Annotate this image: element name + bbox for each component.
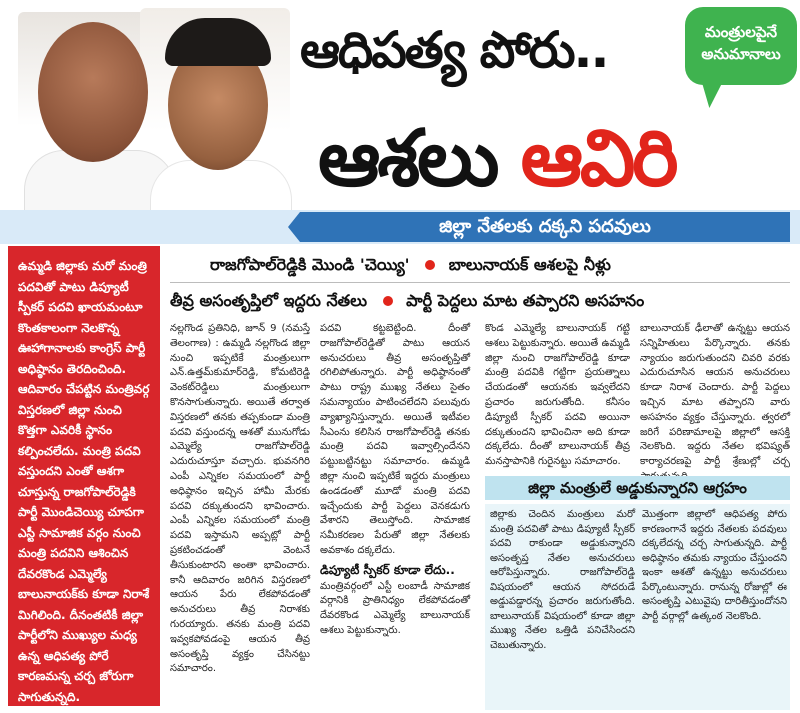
deck-line-2 <box>170 288 790 314</box>
speech-bubble <box>685 7 797 85</box>
bullet-dot-icon <box>425 260 435 270</box>
bar-arrow-icon <box>288 212 300 242</box>
body-column-2-after: మంత్రివర్గంలో ఎస్టీ లంబాడీ సామాజిక వర్గానికి ప్రాతినిధ్యం లేకపోవడంతో దేవరకొండ ఎమ్మెల్యే బాలునాయక్ ఆశలు పెట్టుకున్నారు. <box>320 580 470 636</box>
headline-main-part1: ఆశలు <box>318 114 497 204</box>
headline-main <box>318 112 788 207</box>
body-column-3 <box>485 322 630 472</box>
deck1-right: బాలునాయక్ ఆశలపై నీళ్లు <box>448 255 611 274</box>
inset-box-column-b <box>642 508 787 708</box>
body-column-1-text: నల్లగొండ ప్రతినిధి, జూన్ 9 (నమస్తే తెలంగాణ) : ఉమ్మడి నల్లగొండ జిల్లా నుంచి ఇప్పటికే మంత్రులుగా ఎన్.ఉత్తమ్‌కుమార్‌రెడ్డి, కోమటిరెడ్డి వెంకట్‌రెడ్డిలు మంత్రులుగా కొనసాగుతున్నారు. అయితే తర్వాత విస్తరణలో తనకు తప్పకుండా మంత్రి పదవి వస్తుందన్న ఆశతో మునుగోడు ఎమ్మెల్యే రాజగోపాల్‌రెడ్డి ఎదురుచూస్తూ వచ్చారు. భువనగిరి ఎంపీ ఎన్నికల సమయంలో పార్టీ అధిష్ఠానం ఇచ్చిన హామీ మేరకు పదవి దక్కుతుందని భావించారు. ఎంపీ ఎన్నికల సమయంలో మంత్రి పదవి ఇస్తామని అప్పట్లో పార్టీ ప్రకటించడంతో వెంటనే తీసుకుంటారని అంతా భావించారు. కానీ ఆదివారం జరిగిన విస్తరణలో ఆయన పేరు లేకపోవడంతో అనుచరులు తీవ్ర నిరాశకు గురయ్యారు. తనకు మంత్రి పదవి ఇవ్వకపోవడంపై ఆయన తీవ్ర అసంతృప్తి వ్యక్తం చేసినట్టు సమాచారం. <box>170 323 310 675</box>
body-column-3-text: కొండ ఎమ్మెల్యే బాలునాయక్ గట్టి ఆశలు పెట్టుకున్నారు. అయితే ఉమ్మడి జిల్లా నుంచి రాజగోపాల్‌రెడ్డి కూడా మంత్రి పదవికి గట్టిగా ప్రయత్నాలు చేయడంతో ఆయనకు ఇవ్వలేదని ప్రచారం జరుగుతోంది. కనీసం డిప్యూటీ స్పీకర్ పదవి అయినా దక్కుతుందని భావించినా అది కూడా దక్కలేదు. దీంతో బాలునాయక్ తీవ్ర మనస్తాపానికి గురైనట్టు సమాచారం. <box>485 323 630 468</box>
headline-top: ఆధిపత్య పోరు.. <box>300 21 608 79</box>
deck1-left: రాజగోపాల్‌రెడ్డికి మొండి 'చెయ్యి' <box>210 255 410 274</box>
body-column-4 <box>640 322 790 472</box>
body-column-1 <box>170 322 310 710</box>
left-figure-face <box>38 22 148 162</box>
deck-divider <box>170 282 790 283</box>
body-column-4-text: బాలునాయక్ ఢీలాతో ఉన్నట్టు ఆయన సన్నిహితులు పేర్కొన్నారు. తనకు న్యాయం జరుగుతుందని చివరి వరకు ఎదురుచూసిన ఆయన అనుచరులు కూడా నిరాశ చెందారు. పార్టీ పెద్దలు ఇచ్చిన మాట తప్పారని వారు అసహనం వ్యక్తం చేస్తున్నారు. త్వరలో జరిగే పరిణామాలపై జిల్లాలో ఆసక్తి నెలకొంది. ఇద్దరు నేతల భవిష్యత్ కార్యాచరణపై పార్టీ శ్రేణుల్లో చర్చ <box>640 323 790 468</box>
intro-text-wrap <box>18 256 154 706</box>
inset-box-column-a <box>490 508 635 708</box>
bubble-line-2: అనుమానాలు <box>701 45 781 63</box>
subheadline-text: జిల్లా నేతలకు దక్కని పదవులు <box>439 216 651 237</box>
bullet-dot-icon <box>383 296 393 306</box>
subheadline-bar <box>300 212 790 242</box>
right-figure-hair <box>165 18 271 66</box>
inset-box-title: జిల్లా మంత్రులే అడ్డుకున్నారని ఆగ్రహం <box>528 479 747 497</box>
bubble-line-1: మంత్రులపైనే <box>704 23 778 41</box>
inset-box-column-a-text: జిల్లాకు చెందిన మంత్రులు మరో మంత్రి పదవితో పాటు డిప్యూటీ స్పీకర్ పదవి రాకుండా అడ్డుకున్నారని అసంతృప్త నేతల అనుచరులు ఆరోపిస్తున్నారు. రాజగోపాల్‌రెడ్డి విషయంలో ఆయన సోదరుడే అడ్డుపడ్డారన్న ప్రచారం జరుగుతోంది. బాలునాయక్ విషయంలో కూడా జిల్లా ముఖ్య నేతల ఒత్తిడి పనిచేసిందని చెబుతున్నారు. <box>490 509 635 651</box>
headline-main-part2: ఆవిరి <box>520 114 676 204</box>
intro-text: ఉమ్మడి జిల్లాకు మరో మంత్రి పదవితో పాటు డిప్యూటీ స్పీకర్ పదవి ఖాయమంటూ కొంతకాలంగా నెలకొన్న ఊహాగానాలకు కాంగ్రెస్ పార్టీ అధిష్ఠానం తెరదించింది. ఆదివారం చేపట్టిన మంత్రివర్గ విస్తరణలో జిల్లా నుంచి కొత్తగా ఎవరికీ స్థానం కల్పించలేదు. మంత్రి పదవి వస్తుందని ఎంతో ఆశగా చూస్తున్న రాజగోపాల్‌రెడ్డికి పార్టీ మొండిచెయ్యి చూపగా ఎస్టీ సామాజిక వర్గం నుంచి మంత్రి పదవిని ఆశించిన దేవరకొండ ఎమ్మెల్యే బాలునాయక్‌కు కూడా నిరాశే మిగిలింది. దీనంతటికీ జిల్లా పార్టీలోని ముఖ్యుల మధ్య ఉన్న ఆధిపత్య పోరే కారణమన్న చర్చ జోరుగా సాగుతున్నది. <box>18 259 150 704</box>
deck2-left: తీవ్ర అసంతృప్తిలో ఇద్దరు నేతలు <box>170 291 367 310</box>
deck2-right: పార్టీ పెద్దలు మాట తప్పారని అసహనం <box>406 291 645 310</box>
inset-box-column-b-text: మొత్తంగా జిల్లాలో ఆధిపత్య పోరు కారణంగానే ఇద్దరు నేతలకు పదవులు దక్కలేదన్న చర్చ సాగుతున్నది. పార్టీ అధిష్ఠానం తమకు న్యాయం చేస్తుందని ఇంకా ఆశతో ఉన్నట్టు అనుచరులు పేర్కొంటున్నారు. రానున్న రోజుల్లో ఈ అసంతృప్తి ఎటువైపు దారితీస్తుందోనని పార్టీ వర్గాల్లో ఉత్కంఠ నెలకొంది. <box>642 509 787 622</box>
body-column-2-text: పదవి కట్టబెట్టింది. దీంతో రాజగోపాల్‌రెడ్డితో పాటు ఆయన అనుచరులు తీవ్ర అసంతృప్తితో రగిలిపోతున్నారు. పార్టీ అధిష్ఠానంతో పాటు రాష్ట్ర ముఖ్య నేతలు సైతం సమన్యాయం పాటించలేదని పలువురు వ్యాఖ్యానిస్తున్నారు. అయితే ఇటీవల సీఎంను కలిసిన రాజగోపాల్‌రెడ్డి తనకు మంత్రి పదవి ఇవ్వాల్సిందేనని పట్టుబట్టినట్టు సమాచారం. ఉమ్మడి జిల్లా నుంచి ఇప్పటికే ఇద్దరు మంత్రులు ఉండడంతో మూడో మంత్రి పదవి ఇచ్చేందుకు పార్టీ పెద్దలు వెనకడుగు వేశారని తెలుస్తోంది. సామాజిక సమీకరణల పేరుతో జిల్లా నేతలకు అవకాశం దక్కలేదు. <box>320 323 470 556</box>
deck-line-1 <box>210 252 790 278</box>
body-column-2 <box>320 322 470 710</box>
column-subhead: డిప్యూటీ స్పీకర్ కూడా లేదు.. <box>320 562 455 577</box>
